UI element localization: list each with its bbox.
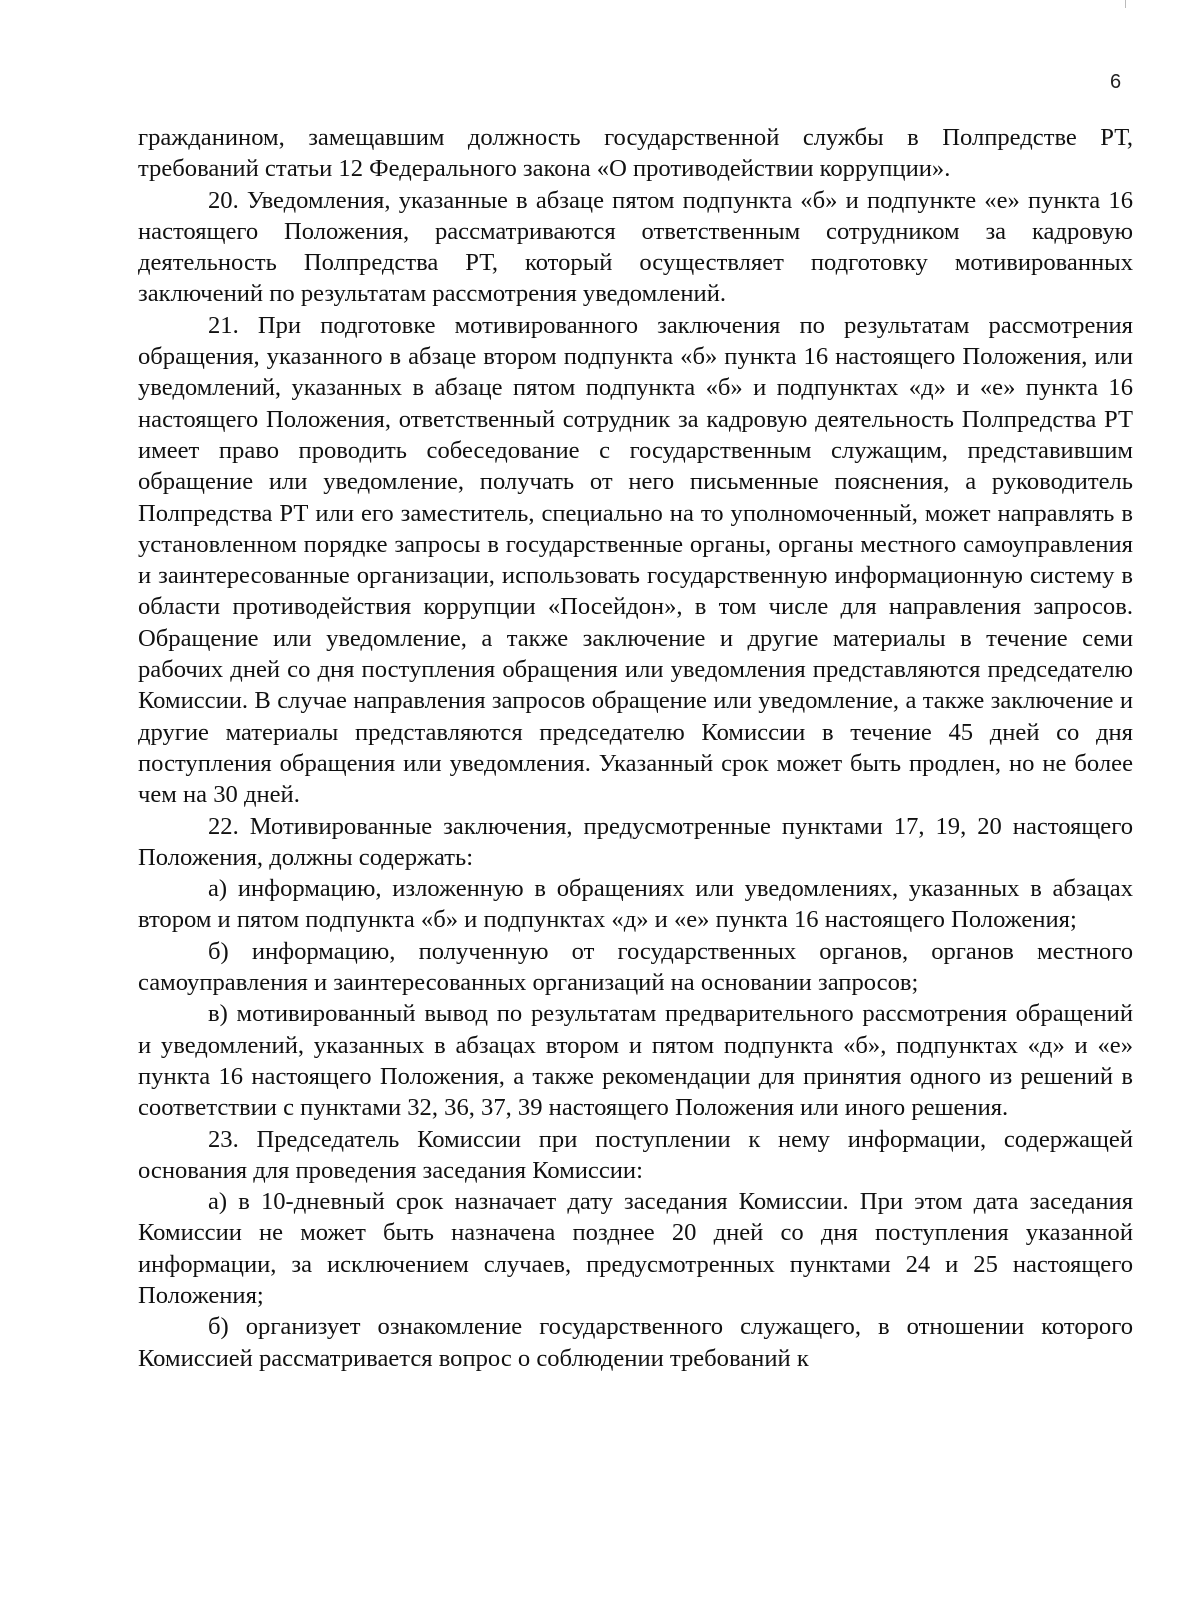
paragraph-item-21: 21. При подготовке мотивированного заключения по результатам рассмотрения обращения, указанного в абзаце втором подпункта «б» пункта 16 настоящего Положения, или уведомлений, указанных в абзаце пятом подпункта «б» и подпунктах «д» и «е» пункта 16 настоящего Положения, ответственный сотрудник за кадровую деятельность Полпредства РТ имеет право проводить собеседование с государственным служащим, представившим обращение или уведомление, получать от него письменные пояснения, а руководитель Полпредства РТ или его заместитель, специально на то уполномоченный, может направлять в установленном порядке запросы в государственные органы, органы местного самоуправления и заинтересованные организации, использовать государственную информационную систему в области противодействия коррупции «Посейдон», в том числе для направления запросов. Обращение или уведомление, а также заключение и другие материалы в течение семи рабочих дней со дня поступления обращения или уведомления представляются председателю Комиссии. В случае направления запросов обращение или уведомление, а также заключение и другие материалы представляются председателю Комиссии в течение 45 дней со дня поступления обращения или уведомления. Указанный срок может быть продлен, но не более чем на 30 дней.: [138, 311, 1133, 809]
paragraph-item-20: 20. Уведомления, указанные в абзаце пятом подпункта «б» и подпункте «е» пункта 16 настоящего Положения, рассматриваются ответственным сотрудником за кадровую деятельность Полпредства РТ, который осуществляет подготовку мотивированных заключений по результатам рассмотрения уведомлений.: [138, 186, 1133, 308]
paragraph-item-22-a: а) информацию, изложенную в обращениях или уведомлениях, указанных в абзацах втором и пятом подпункта «б» и подпунктах «д» и «е» пункта 16 настоящего Положения;: [138, 875, 1133, 934]
paragraph-continuation: гражданином, замещавшим должность государственной службы в Полпредстве РТ, требований статьи 12 Федерального закона «О противодействии коррупции».: [138, 124, 1133, 183]
paragraph-item-23: 23. Председатель Комиссии при поступлении к нему информации, содержащей основания для проведения заседания Комиссии:: [138, 1125, 1133, 1184]
paragraph-item-23-b: б) организует ознакомление государственного служащего, в отношении которого Комиссией рассматривается вопрос о соблюдении требований к: [138, 1313, 1133, 1372]
paragraph-item-23-a: а) в 10-дневный срок назначает дату заседания Комиссии. При этом дата заседания Комиссии не может быть назначена позднее 20 дней со дня поступления указанной информации, за исключением случаев, предусмотренных пунктами 24 и 25 настоящего Положения;: [138, 1188, 1133, 1309]
paragraph-item-22: 22. Мотивированные заключения, предусмотренные пунктами 17, 19, 20 настоящего Положения, должны содержать:: [138, 812, 1133, 871]
document-body: [138, 122, 1133, 1374]
page-number: 6: [1110, 71, 1122, 93]
paragraph-item-22-v: в) мотивированный вывод по результатам предварительного рассмотрения обращений и уведомлений, указанных в абзацах втором и пятом подпункта «б», подпунктах «д» и «е» пункта 16 настоящего Положения, а также рекомендации для принятия одного из решений в соответствии с пунктами 32, 36, 37, 39 настоящего Положения или иного решения.: [138, 1000, 1133, 1122]
scan-edge-mark: [1125, 0, 1126, 8]
paragraph-item-22-b: б) информацию, полученную от государственных органов, органов местного самоуправления и заинтересованных организаций на основании запросов;: [138, 937, 1133, 997]
